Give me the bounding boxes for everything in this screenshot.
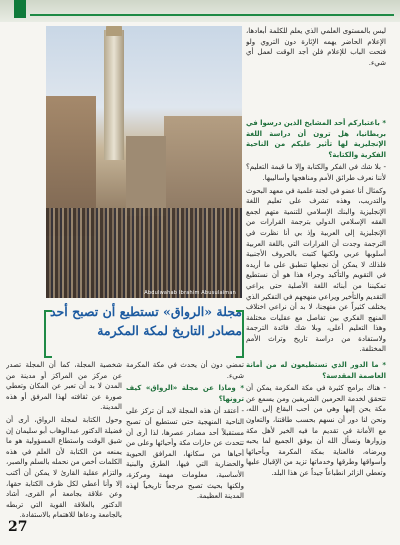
minaret-cap [106,26,122,36]
paragraph: - هناك برامج كثيرة في مكة المكرمة يمكن أن تتحقق لخدمة الحرمين الشريفين ومن يسمع عن مكة يحن إليها وهي من أحب البقاع إلى الله، ونحن لنا دور أن نسهم بحسب طاقتنا، والتعاون مع الأمانة في تقديم ما فيه الخير لأهل مكة وزوارها ونسأل الله أن يوفق الجميع لما يحبه ويرضاه، فالعناية بمكة المكرمة وبأحيائها وأسواقها وطرقها وخدماتها تزيد من الإقبال عليها وتعطي الزائر انطباعاً جيداً عن هذا البلد. [246,384,386,477]
mosque-minaret-photo [46,26,242,298]
question: * وماذا عن مجلة «الرواق» كيف ترونها؟ [126,384,244,403]
right-main-column [246,118,386,360]
paragraph: تمضي دون أن يحدث في مكة المكرمة شيء. [126,361,244,380]
right-intro-column [246,26,386,118]
paragraph: - بلا شك في الفكر والكتابة وإلا ما قيمة التعليم؟ لأننا نعرف طرائق الأمم ومناهجها وأساليبها. [246,163,386,182]
question: * ما الدور الذي تستطيعون له من أمانة العاصمة المقدسة؟ [246,361,386,380]
page-number: 27 [8,519,28,535]
middle-column [126,360,244,532]
green-corner-mark [14,0,26,18]
minaret [104,30,124,160]
crowd-street [46,208,242,298]
paragraph: وكمثال أنا عضو في لجنة علمية في معهد البحوث والتدريب، وهذه تشرف على تعليم اللغة الإنجليزية والبنك الإسلامي للتنمية متهم لجمع الفقه الإسلامي الدولي بترجمة القرارات من الإنجليزية إلى العربية وإذ بي أنا نظرت في الترجمة وجدت أن القرارات التي باللغة العربية أسلوبها عربي ولكنها كتبت بالحروف الأجنبية فلذلك لا يمكن أن نجعلها تنطبق على ما أريده في التقويم والتأكيد وجراء هذا هو أن نستطيع تمكيننا من أبنائه اللغة الأصلية حتى يراعي التقديم والتأخير ويراعي منهجهم في التفكير الذي يختلف كثيراً عن منهجنا، لا بد أن نراعي اختلاف المنهج الفكري بين تفاصل مع عقليات مختلفة وهذا التعليم أعلى، وبلا شك فائدة الترجمة ولاستفادة من دراسة تاريخ وتراث الأمم المختلفة. [246,186,386,354]
left-column [6,360,122,532]
paragraph: - أعتقد أن هذه المجلة لابد أن تركز على الناحية المنهجية حتى تستطيع أن تصبح مستقبلاً أحد مصادر عصرها، لذا أرى أن تتحدث عن حارات مكة وأحيائها وعلى من أحياها من سكانها، المرافق الحيوية والحضارية التي فيها، الطرق والبنية الأساسية، معلومات مهمة ومركزة، ولكنها بحيث تصبح مرجعاً تاريخياً لهذه المدينة العظيمة. [126,407,244,501]
question: * باعتباركم أحد المشايخ الذين درسوا في بريطانيا، هل ترون أن دراسة اللغة الإنجليزية لها تأثير عليكم من الناحية الفكرية والكتابة؟ [246,119,386,159]
right-bottom-column [246,360,386,530]
paragraph: شخصية المجلة، كما أن المجلة تصدر عن مركز من المراكز أو مدينة من المدن لا بد أن تعبر عن المكان وتعطي صورة عن ثقافته لهذا المرفق أو هذه المدينة. [6,361,122,412]
building-center [126,136,166,216]
photo-caption: Abdulwahab Ibrahim Abusulaiman [144,290,236,296]
headline-line-2: مصادر التاريخ لمكة المكرمة [97,323,242,338]
paragraph: ليس بالمستوى العلمي الذي يعلم للكلمة أبعادها، الإعلام الحاضر يهمه الإثارة دون التروي ولو فتحت الباب للإعلام فلن أجد الوقت لعمل أي شيء. [246,27,386,67]
headline [44,302,242,340]
paragraph: وحول الكتابة لمجلة الرواق، أرى أن فضيلة الدكتور عبدالوهاب أبو سليمان إن شيق الوقت واستطاع المسؤولية هو ما يمنعه من الكتابة لأن العلم في هذه الكلمات أخص من نحمله بالسلم والصبر، والتزام عقلية القارئ لا يمكن أن أكتب إلا وأنا أعطي لكل ظرف الكتابة حقها، وعن علاقة بجامعة أم القرى، أشاد الدكتور بالعلاقة القوية التي تربطه بالجامعة ودعاها للاهتمام بالاستفادة. [6,415,122,520]
green-rule [30,14,394,16]
headline-line-1: مجلة «الرواق» تستطيع أن تصبح أحد [49,304,242,319]
top-banner [0,0,400,22]
